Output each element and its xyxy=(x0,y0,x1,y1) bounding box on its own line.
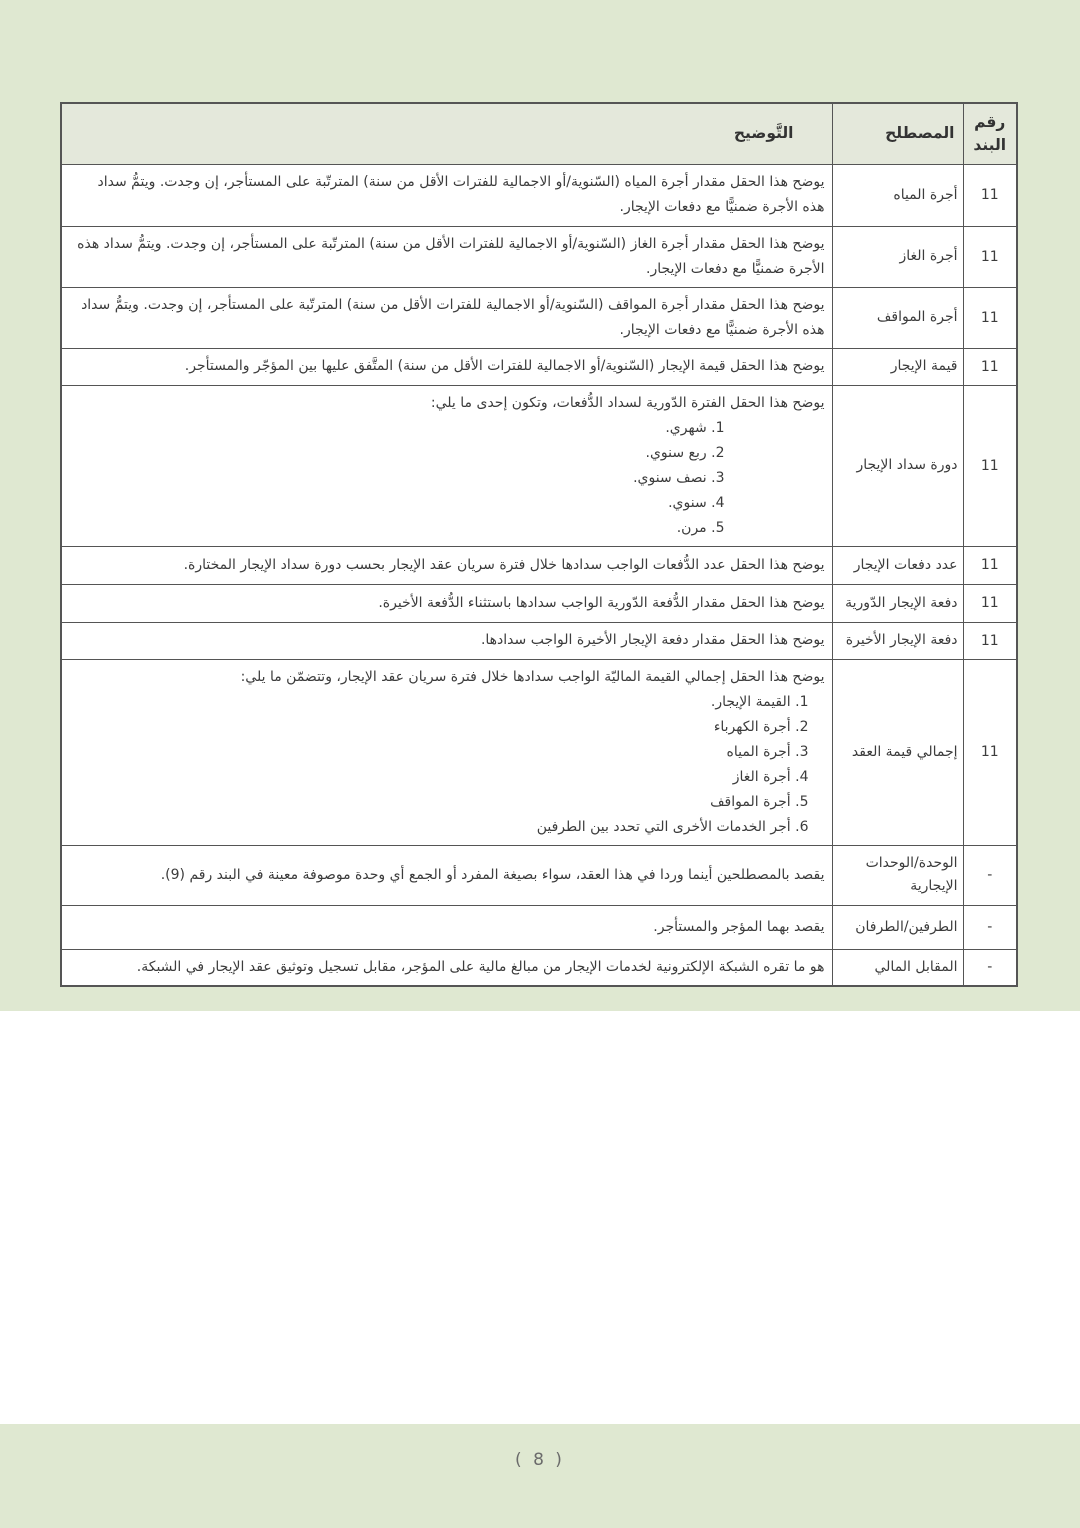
explanation-text: يوضح هذا الحقل قيمة الإيجار (السّنوية/أو الاجمالية للفترات الأقل من سنة) المتَّفق عليها بين المؤجّر والمستأجر. xyxy=(184,358,825,374)
table-row xyxy=(61,287,1017,348)
explanation-list xyxy=(76,416,825,541)
explanation-list-item: 1. القيمة الإيجار. xyxy=(710,693,809,710)
cell-item-number: 11 xyxy=(963,622,1017,659)
cell-explanation xyxy=(61,164,832,226)
explanation-list-item: 4. أجرة الغاز xyxy=(732,768,809,785)
explanation-text: هو ما تقره الشبكة الإلكترونية لخدمات الإيجار من مبالغ مالية على المؤجر، مقابل تسجيل وتوثيق عقد الإيجار في الشبكة. xyxy=(136,958,825,975)
explanation-list-item: 3. أجرة المياه xyxy=(726,743,809,760)
explanation-list-item: 6. أجر الخدمات الأخرى التي تحدد بين الطرفين xyxy=(536,818,809,835)
table-row xyxy=(61,164,1017,226)
table-row xyxy=(61,348,1017,385)
explanation-list-item: 5. أجرة المواقف xyxy=(710,793,809,810)
table-row xyxy=(61,546,1017,584)
header-row xyxy=(61,103,1017,164)
cell-item-number: 11 xyxy=(963,546,1017,584)
explanation-text: يوضح هذا الحقل مقدار أجرة المياه (السّنوية/أو الاجمالية للفترات الأقل من سنة) المترتّبة على المستأجر، إن وجدت. ويتمُّ سداد هذه الأجرة ضمنيًّا مع دفعات الإيجار. xyxy=(97,174,825,215)
cell-explanation xyxy=(61,659,832,845)
cell-term: المقابل المالي xyxy=(832,949,963,986)
table-row xyxy=(61,845,1017,905)
header-item-number: رقم البند xyxy=(963,103,1017,164)
explanation-list xyxy=(76,690,825,840)
cell-item-number: 11 xyxy=(963,164,1017,226)
cell-item-number: 11 xyxy=(963,584,1017,622)
header-term: المصطلح xyxy=(832,103,963,164)
table-row xyxy=(61,949,1017,986)
header-explanation: التَّوضيح xyxy=(61,103,832,164)
table-row xyxy=(61,385,1017,546)
cell-term: دفعة الإيجار الأخيرة xyxy=(832,622,963,659)
cell-term: أجرة المياه xyxy=(832,164,963,226)
cell-explanation xyxy=(61,287,832,348)
cell-term: الوحدة/الوحدات الإيجارية xyxy=(832,845,963,905)
explanation-text: يوضح هذا الحقل مقدار أجرة الغاز (السّنوية/أو الاجمالية للفترات الأقل من سنة) المترتّبة على المستأجر، إن وجدت. ويتمُّ سداد هذه الأجرة ضمنيًّا مع دفعات الإيجار. xyxy=(77,235,825,277)
cell-item-number: - xyxy=(963,905,1017,949)
cell-explanation xyxy=(61,905,832,949)
cell-term: الطرفين/الطرفان xyxy=(832,905,963,949)
cell-explanation xyxy=(61,385,832,546)
cell-term: أجرة المواقف xyxy=(832,287,963,348)
table-row xyxy=(61,584,1017,622)
explanation-list-item: 3. نصف سنوي. xyxy=(633,469,725,486)
terms-table-body xyxy=(61,164,1017,986)
explanation-text: يوضح هذا الحقل مقدار أجرة المواقف (السّنوية/أو الاجمالية للفترات الأقل من سنة) المترتّبة على المستأجر، إن وجدت. ويتمُّ سداد هذه الأجرة ضمنيًّا مع دفعات الإيجار. xyxy=(81,296,825,338)
explanation-text: يوضح هذا الحقل الفترة الدّورية لسداد الدُّفعات، وتكون إحدى ما يلي: xyxy=(430,394,825,411)
explanation-text: يوضح هذا الحقل مقدار الدُّفعة الدّورية الواجب سدادها باستثناء الدُّفعة الأخيرة. xyxy=(378,594,825,611)
cell-explanation xyxy=(61,584,832,622)
explanation-text: يوضح هذا الحقل إجمالي القيمة الماليّة الواجب سدادها خلال فترة سريان عقد الإيجار، وتتضمّن ما يلي: xyxy=(240,668,825,685)
page-footer-section xyxy=(0,1424,1080,1528)
cell-term: أجرة الغاز xyxy=(832,226,963,287)
cell-item-number: 11 xyxy=(963,287,1017,348)
cell-term: إجمالي قيمة العقد xyxy=(832,659,963,845)
cell-explanation xyxy=(61,845,832,905)
content-white-section xyxy=(0,1011,1080,1424)
cell-explanation xyxy=(61,226,832,287)
explanation-list-item: 4. سنوي. xyxy=(668,494,725,511)
cell-item-number: 11 xyxy=(963,385,1017,546)
cell-item-number: 11 xyxy=(963,659,1017,845)
cell-explanation xyxy=(61,348,832,385)
cell-item-number: 11 xyxy=(963,226,1017,287)
cell-term: عدد دفعات الإيجار xyxy=(832,546,963,584)
table-row xyxy=(61,226,1017,287)
cell-item-number: 11 xyxy=(963,348,1017,385)
explanation-list-item: 2. ربع سنوي. xyxy=(645,444,725,461)
cell-explanation xyxy=(61,546,832,584)
page-number: ( 8 ) xyxy=(515,1450,565,1470)
cell-term: دفعة الإيجار الدّورية xyxy=(832,584,963,622)
explanation-list-item: 5. مرن. xyxy=(676,519,725,536)
cell-explanation xyxy=(61,949,832,986)
cell-item-number: - xyxy=(963,949,1017,986)
table-row xyxy=(61,905,1017,949)
table-header xyxy=(61,103,1017,164)
explanation-text: يوضح هذا الحقل مقدار دفعة الإيجار الأخيرة الواجب سدادها. xyxy=(480,632,825,648)
cell-term: دورة سداد الإيجار xyxy=(832,385,963,546)
terms-definition-table xyxy=(60,102,1018,987)
explanation-list-item: 2. أجرة الكهرباء xyxy=(713,718,809,735)
explanation-text: يقصد بهما المؤجر والمستأجر. xyxy=(653,918,825,935)
cell-term: قيمة الإيجار xyxy=(832,348,963,385)
cell-item-number: - xyxy=(963,845,1017,905)
explanation-text: يقصد بالمصطلحين أينما وردا في هذا العقد، سواء بصيغة المفرد أو الجمع أي وحدة موصوفة معينة في البند رقم (9). xyxy=(160,866,825,883)
table-row xyxy=(61,622,1017,659)
table-row xyxy=(61,659,1017,845)
cell-explanation xyxy=(61,622,832,659)
explanation-text: يوضح هذا الحقل عدد الدُّفعات الواجب سدادها خلال فترة سريان عقد الإيجار بحسب دورة سداد الإيجار المختارة. xyxy=(183,556,825,573)
explanation-list-item: 1. شهري. xyxy=(665,419,725,436)
